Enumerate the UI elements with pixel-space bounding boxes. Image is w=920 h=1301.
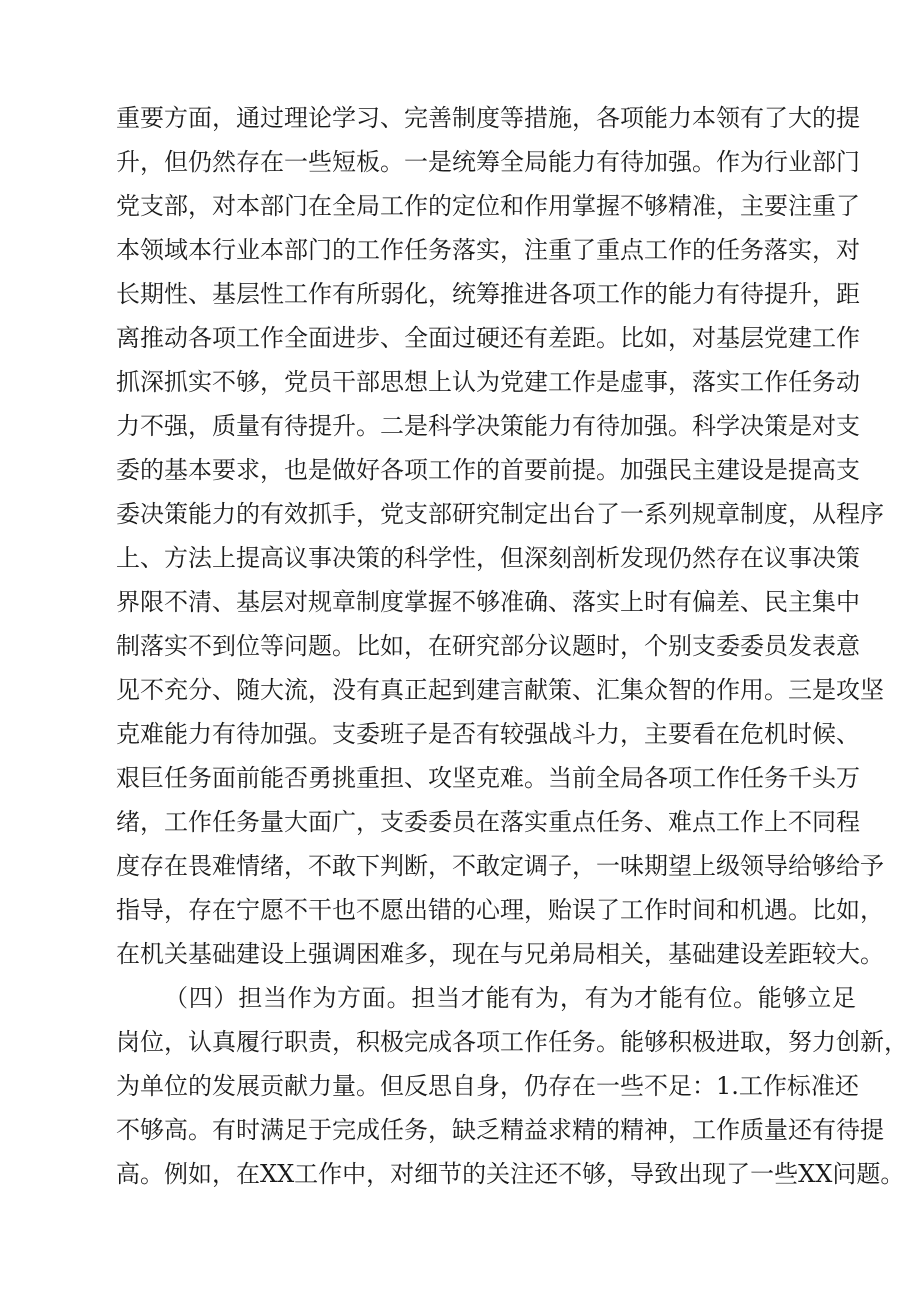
text-line: 升，但仍然存在一些短板。一是统筹全局能力有待加强。作为行业部门: [116, 148, 860, 176]
text-line: 重要方面，通过理论学习、完善制度等措施，各项能力本领有了大的提: [116, 104, 860, 132]
text-line: 委的基本要求，也是做好各项工作的首要前提。加强民主建设是提高支: [116, 456, 860, 484]
text-line: 上、方法上提高议事决策的科学性，但深刻剖析发现仍然存在议事决策: [116, 544, 860, 572]
text-line: 抓深抓实不够，党员干部思想上认为党建工作是虚事，落实工作任务动: [116, 368, 860, 396]
text-line: 长期性、基层性工作有所弱化，统筹推进各项工作的能力有待提升，距: [116, 280, 860, 308]
text-line: 委决策能力的有效抓手，党支部研究制定出台了一系列规章制度，从程序: [116, 500, 884, 528]
text-line: 在机关基础建设上强调困难多，现在与兄弟局相关，基础建设差距较大。: [116, 940, 884, 968]
text-line: 指导，存在宁愿不干也不愿出错的心理，贻误了工作时间和机遇。比如，: [116, 896, 884, 924]
paragraph-start-line: （四）担当作为方面。担当才能有为，有为才能有位。能够立足: [164, 984, 856, 1012]
text-line: 克难能力有待加强。支委班子是否有较强战斗力，主要看在危机时候、: [116, 720, 860, 748]
text-line: 艰巨任务面前能否勇挑重担、攻坚克难。当前全局各项工作任务千头万: [116, 764, 860, 792]
text-line: 为单位的发展贡献力量。但反思自身，仍存在一些不足：1.工作标准还: [116, 1072, 859, 1100]
text-line: 界限不清、基层对规章制度掌握不够准确、落实上时有偏差、民主集中: [116, 588, 860, 616]
text-line: 党支部，对本部门在全局工作的定位和作用掌握不够精准，主要注重了: [116, 192, 860, 220]
text-line: 力不强，质量有待提升。二是科学决策能力有待加强。科学决策是对支: [116, 412, 860, 440]
text-line: 见不充分、随大流，没有真正起到建言献策、汇集众智的作用。三是攻坚: [116, 676, 884, 704]
text-line: 不够高。有时满足于完成任务，缺乏精益求精的精神，工作质量还有待提: [116, 1116, 884, 1144]
text-line: 度存在畏难情绪，不敢下判断，不敢定调子，一味期望上级领导给够给予: [116, 852, 884, 880]
text-line: 离推动各项工作全面进步、全面过硬还有差距。比如，对基层党建工作: [116, 324, 860, 352]
text-line: 岗位，认真履行职责，积极完成各项工作任务。能够积极进取，努力创新，: [116, 1028, 908, 1056]
text-line: 高。例如，在XX工作中，对细节的关注还不够，导致出现了一些XX问题。: [116, 1160, 905, 1188]
text-line: 制落实不到位等问题。比如，在研究部分议题时，个别支委委员发表意: [116, 632, 860, 660]
text-line: 绪，工作任务量大面广，支委委员在落实重点任务、难点工作上不同程: [116, 808, 860, 836]
text-line: 本领域本行业本部门的工作任务落实，注重了重点工作的任务落实，对: [116, 236, 860, 264]
